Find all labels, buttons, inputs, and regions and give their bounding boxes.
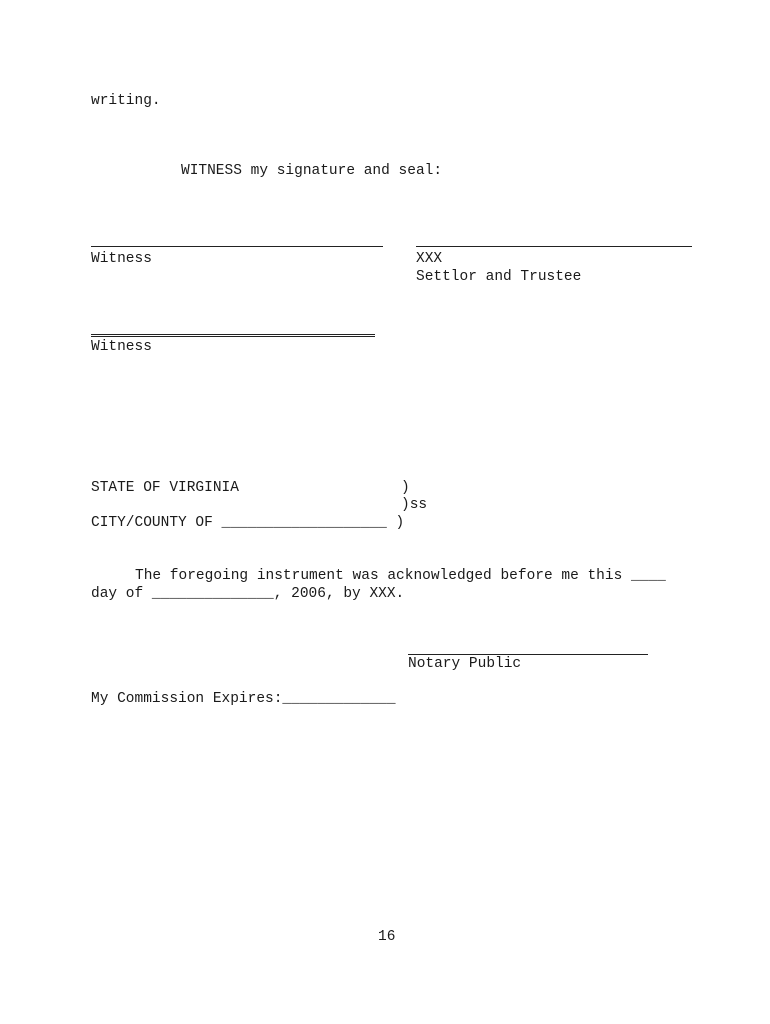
witness2-signature-line xyxy=(91,334,375,337)
venue-city-county: CITY/COUNTY OF ___________________ ) xyxy=(91,515,405,531)
witness2-label: Witness xyxy=(91,339,152,355)
settlor-name: XXX xyxy=(416,251,443,267)
witness-intro: WITNESS my signature and seal: xyxy=(181,163,443,179)
page-number: 16 xyxy=(378,929,396,945)
settlor-signature-line xyxy=(416,246,692,247)
venue-paren: ) xyxy=(401,480,410,496)
notary-signature-line xyxy=(408,654,648,655)
acknowledgment-line2: day of ______________, 2006, by XXX. xyxy=(91,586,405,602)
commission-expires: My Commission Expires:_____________ xyxy=(91,691,396,707)
acknowledgment-line1: The foregoing instrument was acknowledged before me this ____ xyxy=(135,568,666,584)
continuation-text: writing. xyxy=(91,93,161,109)
witness1-label: Witness xyxy=(91,251,152,267)
notary-label: Notary Public xyxy=(408,656,522,672)
settlor-title: Settlor and Trustee xyxy=(416,269,582,285)
witness1-signature-line xyxy=(91,246,383,247)
venue-ss: )ss xyxy=(401,497,428,513)
venue-state: STATE OF VIRGINIA xyxy=(91,480,239,496)
